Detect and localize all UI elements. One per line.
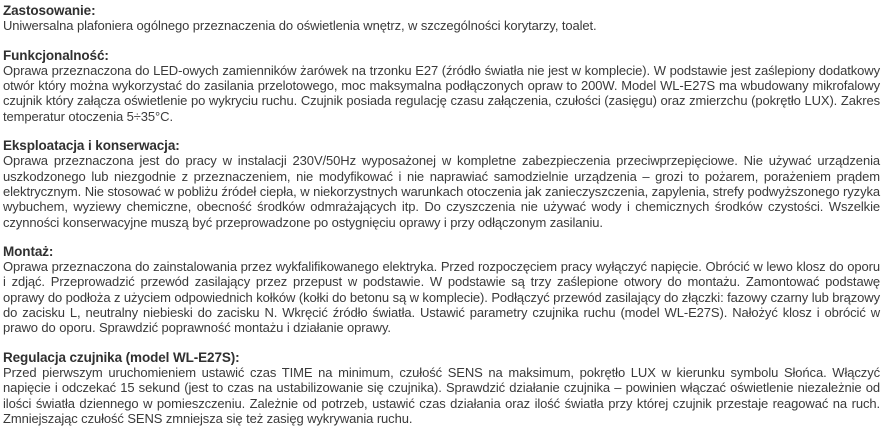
section-heading: Zastosowanie: [3, 3, 96, 18]
section-heading: Eksploatacja i konserwacja: [3, 138, 180, 154]
section-body: Przed pierwszym uruchomieniem ustawić czas TIME na minimum, czułość SENS na maksimum, pokrętło LUX w kierunku symbolu Słońca. Włączyć napięcie i odczekać 15 sekund (jest to czas na ustabilizowanie się czujnika). Sprawdzić działanie czujnika – powinien włączać oświetlenie niezależnie od ilości światła dziennego w pomieszczeniu. Zależnie od potrzeb, ustawić czas działania oraz ilość światła przy której czujnik przestaje reagować na ruch. Zmniejszając czułość SENS zmniejsza się też zasięg wykrywania ruchu. [3, 364, 880, 426]
section-montaz [3, 244, 880, 336]
section-body: Oprawa przeznaczona do LED-owych zamienników żarówek na trzonku E27 (źródło światła nie jest w komplecie). W podstawie jest zaślepiony dodatkowy otwór który można wykorzystać do zasilania przelotowego, moc maksymalna podłączonych opraw to 200W. Model WL-E27S ma wbudowany mikrofalowy czujnik który załącza oświetlenie po wykryciu ruchu. Czujnik posiada regulację czasu załączenia, czułości (zasięgu) oraz zmierzchu (pokrętło LUX). Zakres temperatur otoczenia 5÷35°C. [3, 62, 880, 124]
section-heading: Regulacja czujnika (model WL-E27S): [3, 349, 240, 365]
section-eksploatacja-i-konserwacja [3, 138, 880, 230]
section-heading: Montaż: [3, 243, 54, 259]
section-body: Uniwersalna plafoniera ogólnego przeznaczenia do oświetlenia wnętrz, w szczególności korytarzy, toalet. [3, 18, 597, 34]
section-heading: Funkcjonalność: [3, 47, 109, 63]
section-body: Oprawa przeznaczona do zainstalowania przez wykfalifikowanego elektryka. Przed rozpoczęciem pracy wyłączyć napięcie. Obrócić w lewo klosz do oporu i zdjąć. Przeprowadzić przewód zasilający przez przepust w podstawie. W podstawie są trzy zaślepione otwory do montażu. Zamontować podstawę oprawy do podłoża z użyciem odpowiednich kołków (kołki do betonu są w komplecie). Podłączyć przewód zasilający do złączki: fazowy czarny lub brązowy do zacisku L, neutralny niebieski do zacisku N. Wkręcić źródło światła. Ustawić parametry czujnika ruchu (model WL-E27S). Nałożyć klosz i obrócić w prawo do oporu. Sprawdzić poprawność montażu i działanie oprawy. [3, 259, 880, 336]
section-body: Oprawa przeznaczona jest do pracy w instalacji 230V/50Hz wyposażonej w kompletne zabezpieczenia przeciwprzepięciowe. Nie używać urządzenia uszkodzonego lub niezgodnie z przeznaczeniem, nie modyfikować i nie naprawiać samodzielnie urządzenia – grozi to pożarem, porażeniem prądem elektrycznym. Nie stosować w pobliżu źródeł ciepła, w niekorzystnych warunkach otoczenia jak zanieczyszczenia, zapylenia, strefy podwyższonego ryzyka wybuchem, wyziewy chemiczne, obecność środków odmrażających itp. Do czyszczenia nie używać wody i chemicznych środków czystości. Wszelkie czynności konserwacyjne muszą być przeprowadzone po ostygnięciu oprawy i przy odłączonym zasilaniu. [3, 153, 880, 230]
section-zastosowanie [3, 3, 880, 34]
section-regulacja-czujnika [3, 350, 880, 426]
section-funkcjonalnosc [3, 48, 880, 124]
